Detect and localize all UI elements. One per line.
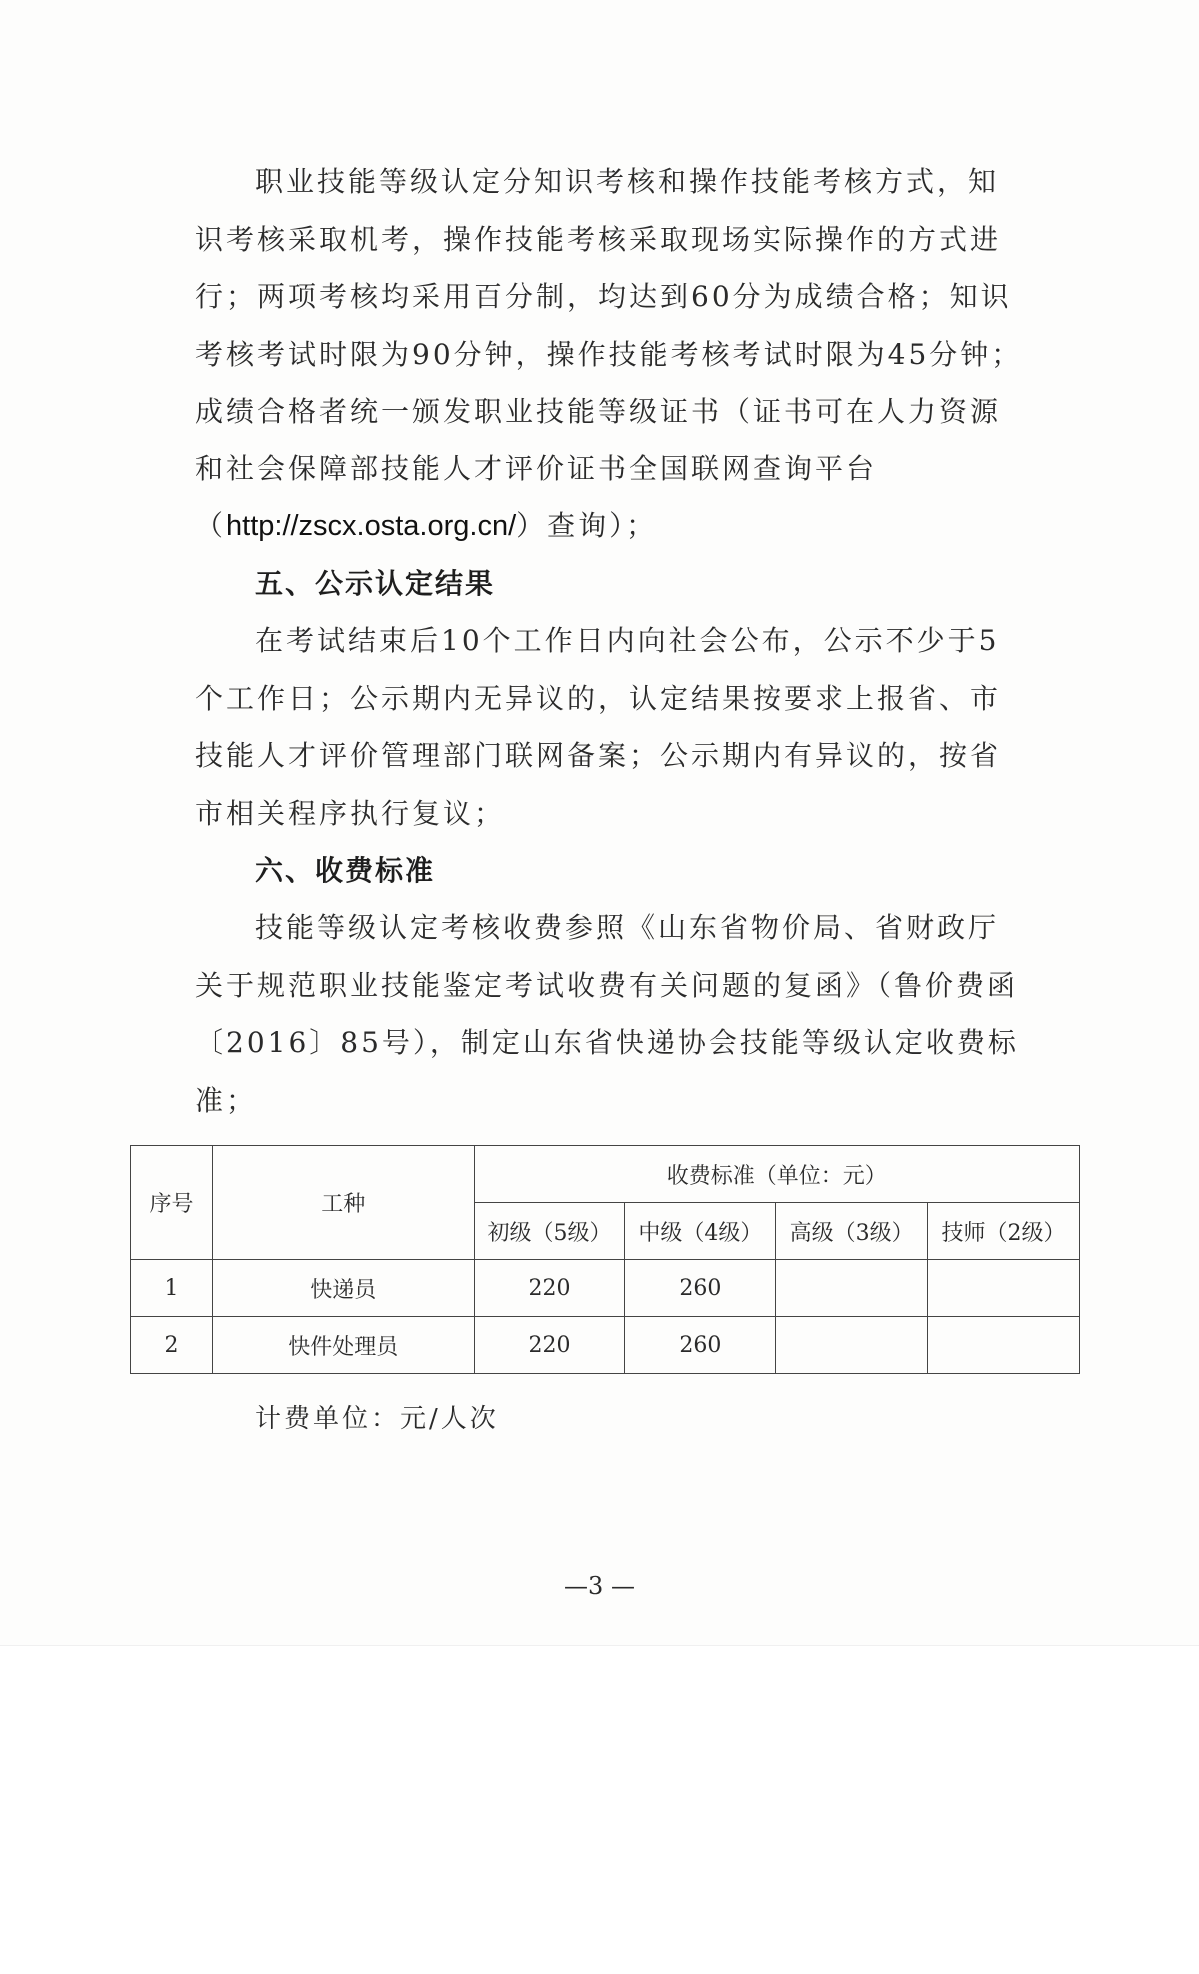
row-job: 快件处理员 — [212, 1317, 474, 1374]
exam-paragraph-line-5: 成绩合格者统一颁发职业技能等级证书（证书可在人力资源 — [195, 395, 1002, 428]
header-fee-group: 收费标准（单位：元） — [474, 1146, 1079, 1203]
header-level-technician: 技师（2级） — [928, 1203, 1080, 1260]
header-job: 工种 — [212, 1146, 474, 1260]
page-number: —3 — — [564, 1572, 635, 1600]
row-seq: 2 — [131, 1317, 213, 1374]
section-5-heading: 五、公示认定结果 — [255, 567, 496, 600]
section-6-heading: 六、收费标准 — [255, 854, 436, 887]
section-5-line-1: 在考试结束后10个工作日内向社会公布，公示不少于5 — [255, 624, 1000, 657]
section-5-line-4: 市相关程序执行复议； — [195, 797, 506, 830]
section-6-line-2: 关于规范职业技能鉴定考试收费有关问题的复函》（鲁价费函 — [195, 969, 1019, 1002]
paren-open: （ — [195, 509, 227, 542]
row-fee-intermediate: 260 — [625, 1260, 776, 1317]
section-5-line-2: 个工作日；公示期内无异议的，认定结果按要求上报省、市 — [195, 682, 1002, 715]
exam-paragraph-line-1: 职业技能等级认定分知识考核和操作技能考核方式，知 — [255, 165, 1000, 198]
section-6-line-1: 技能等级认定考核收费参照《山东省物价局、省财政厅 — [255, 911, 1000, 944]
header-level-primary: 初级（5级） — [474, 1203, 625, 1260]
exam-paragraph-line-6: 和社会保障部技能人才评价证书全国联网查询平台 — [195, 452, 878, 485]
header-level-advanced: 高级（3级） — [776, 1203, 928, 1260]
exam-paragraph-line-2: 识考核采取机考，操作技能考核采取现场实际操作的方式进 — [195, 223, 1002, 256]
exam-paragraph-line-3: 行；两项考核均采用百分制，均达到60分为成绩合格；知识 — [195, 280, 1012, 313]
row-job: 快递员 — [212, 1260, 474, 1317]
row-fee-technician — [928, 1317, 1080, 1374]
exam-paragraph-line-7 — [195, 504, 995, 544]
row-fee-primary: 220 — [474, 1260, 625, 1317]
table-header-row-1 — [131, 1146, 1080, 1203]
row-fee-primary: 220 — [474, 1317, 625, 1374]
paren-close: ）查询）； — [516, 509, 658, 542]
query-platform-link[interactable]: http://zscx.osta.org.cn/ — [226, 510, 517, 542]
row-fee-advanced — [776, 1260, 928, 1317]
table-row — [131, 1317, 1080, 1374]
row-fee-advanced — [776, 1317, 928, 1374]
fee-table — [130, 1145, 1080, 1374]
section-6-line-3: 〔2016〕85号），制定山东省快递协会技能等级认定收费标 — [195, 1026, 1019, 1059]
header-level-intermediate: 中级（4级） — [625, 1203, 776, 1260]
table-row — [131, 1260, 1080, 1317]
exam-paragraph-line-4: 考核考试时限为90分钟，操作技能考核考试时限为45分钟； — [195, 338, 1023, 371]
section-5-line-3: 技能人才评价管理部门联网备案；公示期内有异议的，按省 — [195, 739, 1002, 772]
section-6-line-4: 准； — [195, 1084, 258, 1117]
row-fee-technician — [928, 1260, 1080, 1317]
header-seq: 序号 — [131, 1146, 213, 1260]
billing-unit-note: 计费单位：元/人次 — [255, 1404, 499, 1434]
row-seq: 1 — [131, 1260, 213, 1317]
row-fee-intermediate: 260 — [625, 1317, 776, 1374]
